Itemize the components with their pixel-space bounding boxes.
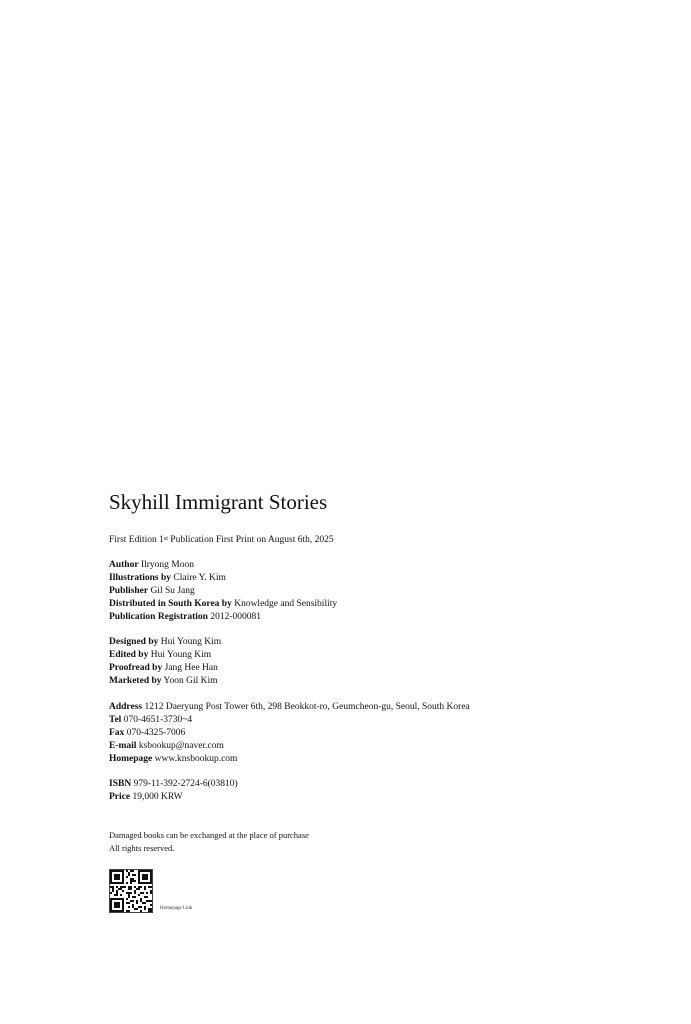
contact-address: Address 1212 Daeryung Post Tower 6th, 298 Beokkot-ro, Geumcheon-gu, Seoul, South Korea bbox=[109, 702, 470, 712]
credit-illustrations: Illustrations by Claire Y. Kim bbox=[109, 573, 226, 583]
staff-edited: Edited by Hui Young Kim bbox=[109, 650, 212, 660]
credits-block bbox=[109, 559, 337, 624]
credit-publisher: Publisher Gil Su Jang bbox=[109, 586, 195, 596]
isbn-line: ISBN 979-11-392-2724-6(03810) bbox=[109, 779, 238, 789]
contact-block bbox=[109, 701, 470, 766]
rights-notice: All rights reserved. bbox=[109, 843, 175, 853]
credit-author: Author Ilryong Moon bbox=[109, 560, 194, 570]
credit-registration: Publication Registration 2012-000081 bbox=[109, 612, 262, 622]
price-line: Price 19,000 KRW bbox=[109, 792, 183, 802]
contact-tel: Tel 070-4651-3730~4 bbox=[109, 715, 193, 725]
qr-code-icon bbox=[109, 869, 153, 913]
pricing-block bbox=[109, 778, 238, 804]
credit-distributor: Distributed in South Korea by Knowledge and Sensibility bbox=[109, 599, 338, 609]
edition-superscript: st bbox=[163, 536, 168, 542]
contact-fax: Fax 070-4325-7006 bbox=[109, 728, 186, 738]
staff-marketed: Marketed by Yoon Gil Kim bbox=[109, 676, 218, 686]
edition-prefix: First Edition 1 bbox=[109, 535, 164, 545]
staff-block bbox=[109, 636, 221, 688]
staff-designed: Designed by Hui Young Kim bbox=[109, 637, 222, 647]
qr-caption: Homepage Link bbox=[160, 906, 193, 911]
edition-suffix: Publication First Print on August 6th, 2025 bbox=[167, 535, 334, 545]
book-title: Skyhill Immigrant Stories bbox=[109, 490, 328, 514]
edition-line bbox=[109, 534, 334, 546]
staff-proofread: Proofread by Jang Hee Han bbox=[109, 663, 218, 673]
notice-block bbox=[109, 829, 309, 855]
contact-homepage: Homepage www.knsbookup.com bbox=[109, 754, 238, 764]
qr-code-graphic bbox=[110, 870, 152, 912]
contact-email: E-mail ksbookup@naver.com bbox=[109, 741, 224, 751]
exchange-notice: Damaged books can be exchanged at the place of purchase bbox=[109, 830, 309, 840]
